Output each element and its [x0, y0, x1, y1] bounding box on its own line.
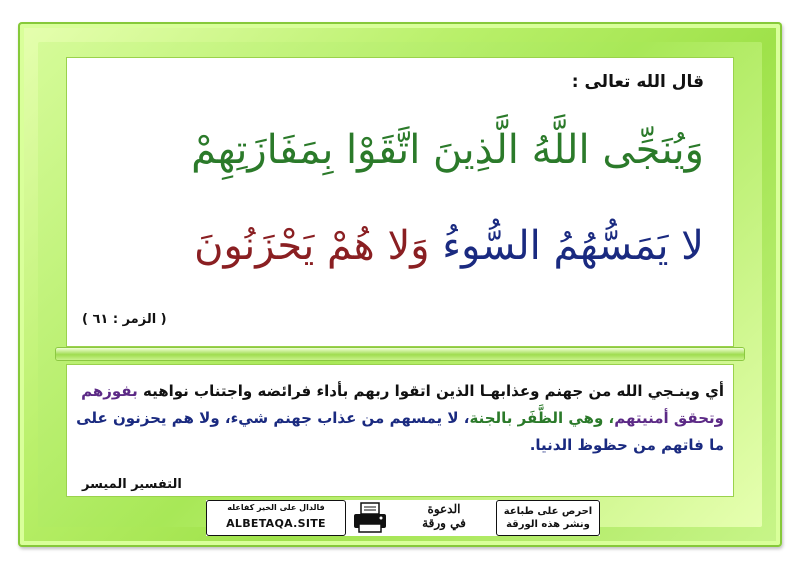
tafsir-part-3: ، وهي الظَّفَر بالجنة — [469, 409, 615, 427]
site-box — [206, 500, 346, 536]
panel-divider — [56, 348, 744, 360]
footer-bar — [206, 500, 600, 536]
brand-logo — [398, 502, 490, 534]
footer-proverb: فالدال على الخير كفاعله — [227, 503, 325, 512]
tafsir-part-2: بفوزهم وتحقق أمنيتهم — [81, 382, 724, 427]
print-note-box — [496, 500, 600, 536]
intro-label: قال الله تعالى : — [571, 72, 704, 92]
brand-line-2: في ورقة — [422, 516, 466, 530]
printer-icon — [352, 502, 388, 534]
verse-line-2-part-b: وَلا هُمْ يَحْزَنُونَ — [194, 223, 430, 269]
print-note: احرص على طباعة ونشر هذه الورقة — [503, 506, 593, 530]
tafsir-part-1: أي وينـجي الله من جهنم وعذابهـا الذين اتقوا ربهم بأداء فرائضه واجتناب نواهيه — [137, 382, 724, 400]
tafsir-source: التفسير الميسر — [82, 477, 182, 492]
tafsir-text — [74, 378, 724, 459]
tafsir-part-4: ، لا يمسهم من عذاب جهنم شيء، ولا هم يحزنون على ما فاتهم من حظوظ الدنيا. — [76, 409, 724, 454]
verse-line-2 — [194, 224, 704, 268]
site-link[interactable]: ALBETAQA.SITE — [226, 517, 326, 530]
verse-line-2-part-a: لا يَمَسُّهُمُ السُّوءُ — [442, 223, 704, 269]
brand-line-1: الدعوة — [427, 502, 461, 516]
verse-panel — [66, 57, 734, 347]
verse-reference: ( الزمر : ٦١ ) — [82, 312, 167, 327]
verse-line-1: وَيُنَجِّى اللَّهُ الَّذِينَ اتَّقَوْا بِمَفَازَتِهِمْ — [191, 127, 704, 173]
